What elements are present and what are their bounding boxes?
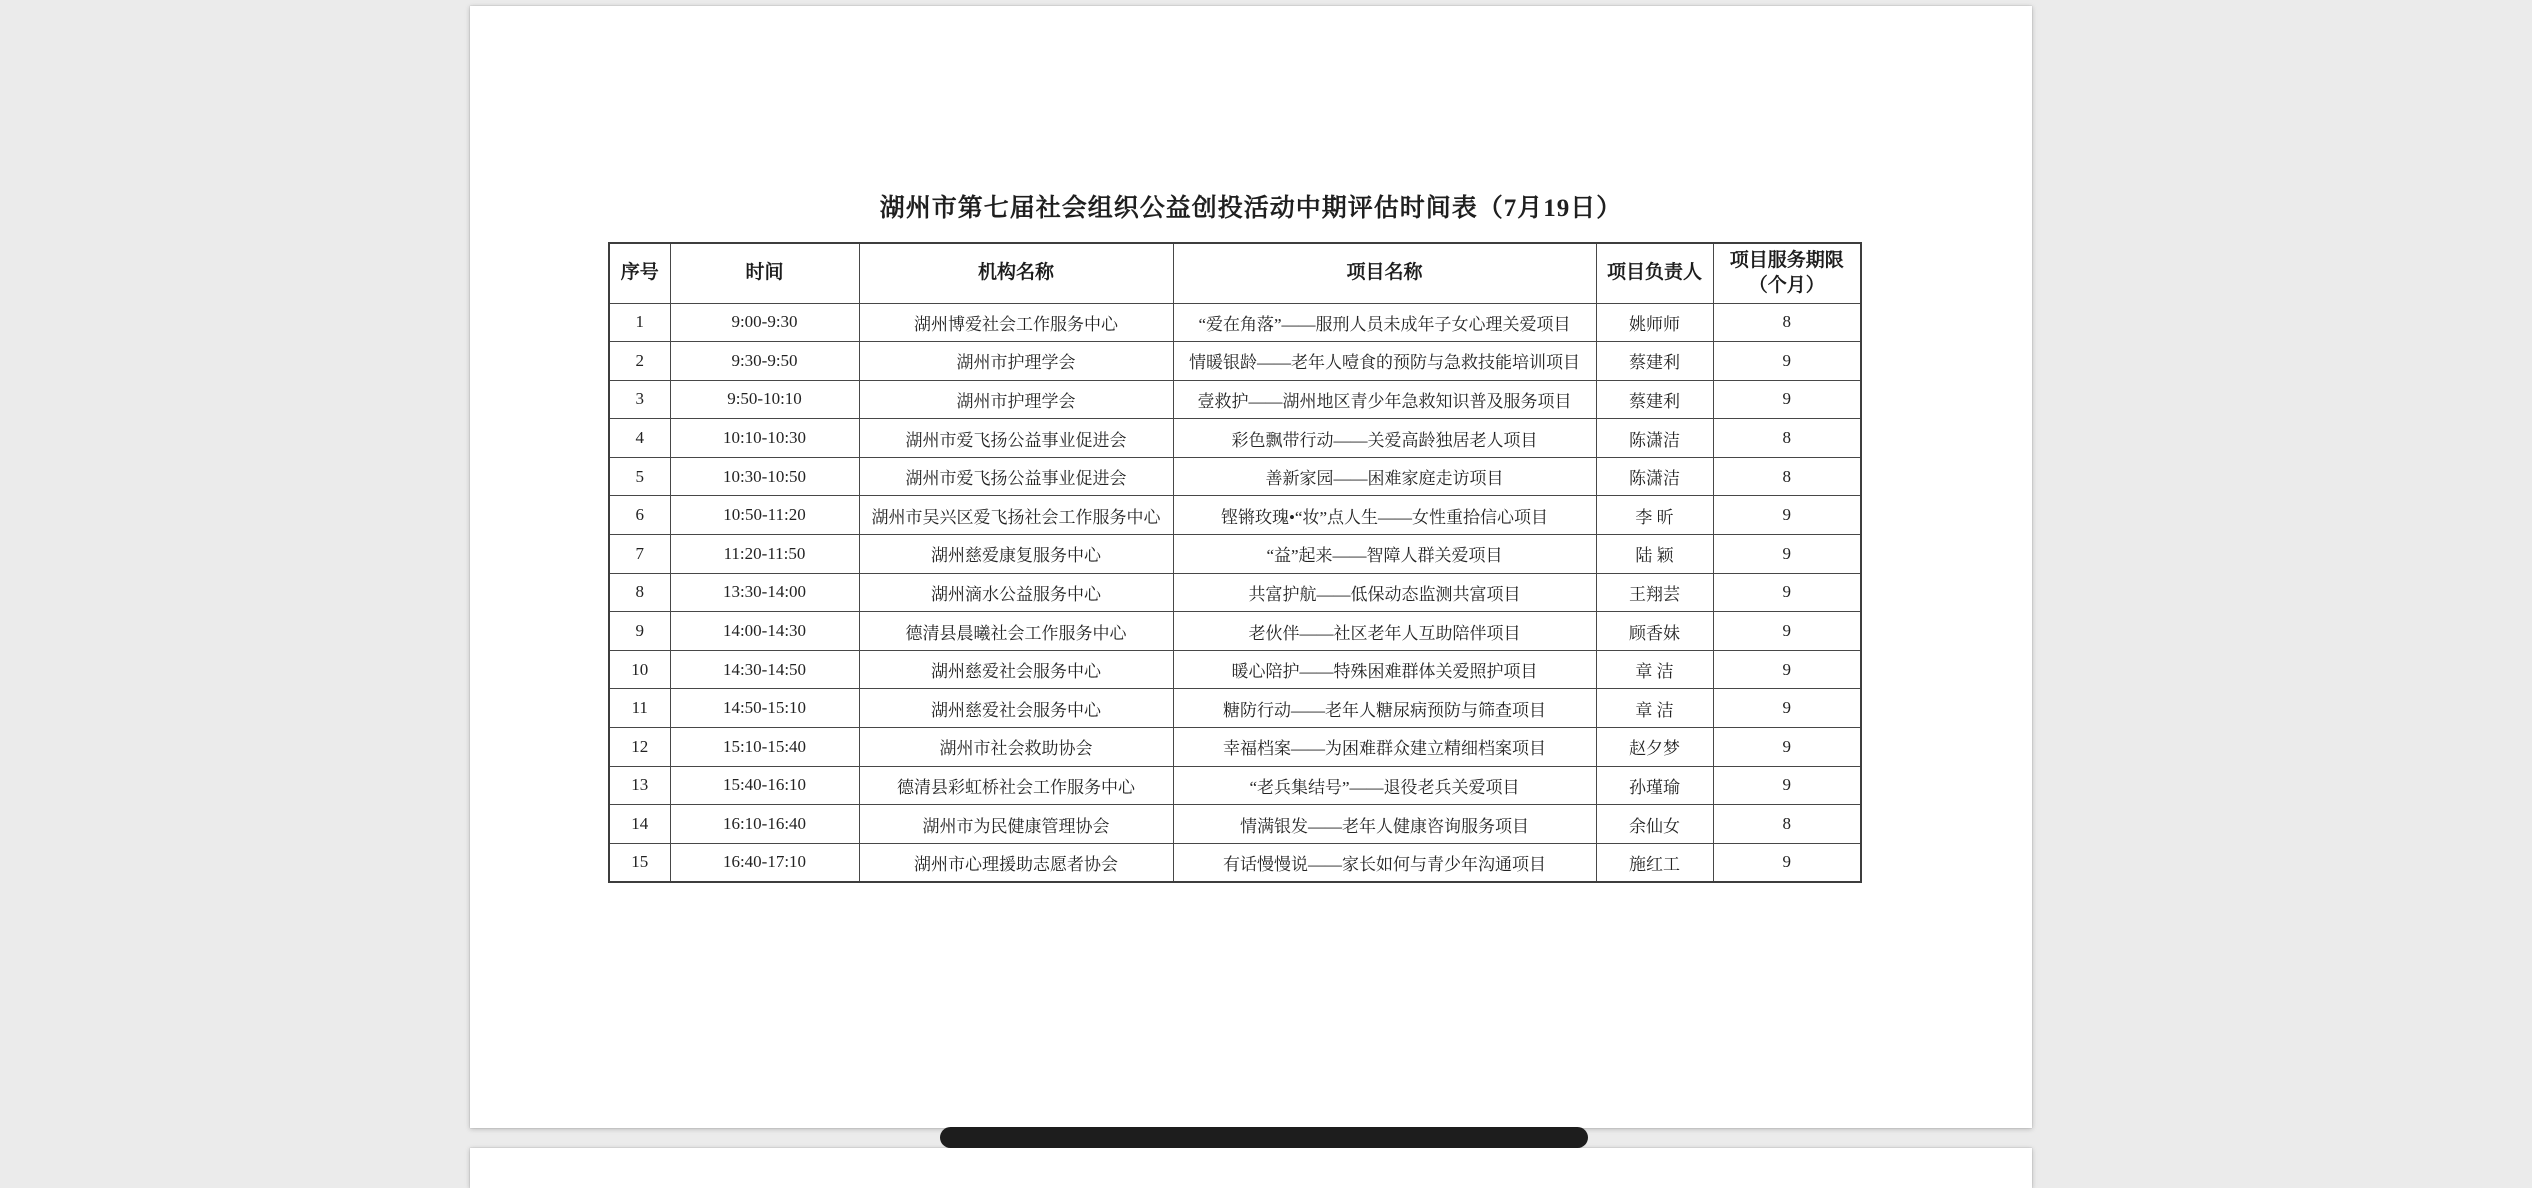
cell-no: 15 — [609, 843, 670, 882]
cell-months: 9 — [1713, 535, 1861, 574]
cell-time: 9:50-10:10 — [670, 380, 859, 419]
cell-no: 12 — [609, 728, 670, 767]
cell-org: 湖州慈爱社会服务中心 — [859, 650, 1173, 689]
cell-time: 14:00-14:30 — [670, 612, 859, 651]
cell-no: 3 — [609, 380, 670, 419]
cell-leader: 姚师师 — [1596, 303, 1713, 342]
cell-org: 湖州市心理援助志愿者协会 — [859, 843, 1173, 882]
cell-no: 14 — [609, 805, 670, 844]
table-row — [609, 573, 1861, 612]
cell-time: 15:10-15:40 — [670, 728, 859, 767]
cell-months: 9 — [1713, 650, 1861, 689]
cell-org: 湖州慈爱社会服务中心 — [859, 689, 1173, 728]
cell-months: 9 — [1713, 496, 1861, 535]
cell-leader: 李 昕 — [1596, 496, 1713, 535]
cell-time: 14:50-15:10 — [670, 689, 859, 728]
cell-months: 9 — [1713, 689, 1861, 728]
cell-leader: 孙瑾瑜 — [1596, 766, 1713, 805]
cell-months: 8 — [1713, 457, 1861, 496]
cell-no: 1 — [609, 303, 670, 342]
table-row — [609, 303, 1861, 342]
cell-org: 湖州博爱社会工作服务中心 — [859, 303, 1173, 342]
header-leader: 项目负责人 — [1596, 243, 1713, 303]
cell-leader: 陆 颖 — [1596, 535, 1713, 574]
table-row — [609, 380, 1861, 419]
cell-time: 9:30-9:50 — [670, 342, 859, 381]
cell-project: 壹救护——湖州地区青少年急救知识普及服务项目 — [1173, 380, 1596, 419]
header-months-line1: 项目服务期限 — [1714, 248, 1861, 274]
cell-project: 幸福档案——为困难群众建立精细档案项目 — [1173, 728, 1596, 767]
table-row — [609, 496, 1861, 535]
cell-org: 湖州市爱飞扬公益事业促进会 — [859, 419, 1173, 458]
table-row — [609, 612, 1861, 651]
cell-org: 湖州市爱飞扬公益事业促进会 — [859, 457, 1173, 496]
table-row — [609, 766, 1861, 805]
cell-leader: 陈潇洁 — [1596, 457, 1713, 496]
table-row — [609, 535, 1861, 574]
cell-leader: 赵夕梦 — [1596, 728, 1713, 767]
cell-org: 湖州市护理学会 — [859, 342, 1173, 381]
table-header-row — [609, 243, 1861, 303]
cell-project: 共富护航——低保动态监测共富项目 — [1173, 573, 1596, 612]
cell-time: 10:30-10:50 — [670, 457, 859, 496]
cell-no: 5 — [609, 457, 670, 496]
header-months-line2: （个月） — [1714, 273, 1861, 299]
cell-project: 糖防行动——老年人糖尿病预防与筛查项目 — [1173, 689, 1596, 728]
cell-project: 彩色飘带行动——关爱高龄独居老人项目 — [1173, 419, 1596, 458]
cell-project: 暖心陪护——特殊困难群体关爱照护项目 — [1173, 650, 1596, 689]
cell-no: 10 — [609, 650, 670, 689]
cell-org: 湖州滴水公益服务中心 — [859, 573, 1173, 612]
cell-time: 14:30-14:50 — [670, 650, 859, 689]
header-time: 时间 — [670, 243, 859, 303]
cell-leader: 章 洁 — [1596, 650, 1713, 689]
table-row — [609, 805, 1861, 844]
cell-org: 湖州市社会救助协会 — [859, 728, 1173, 767]
cell-project: “老兵集结号”——退役老兵关爱项目 — [1173, 766, 1596, 805]
table-row — [609, 457, 1861, 496]
cell-months: 9 — [1713, 766, 1861, 805]
cell-org: 湖州市吴兴区爱飞扬社会工作服务中心 — [859, 496, 1173, 535]
cell-months: 9 — [1713, 380, 1861, 419]
cell-no: 13 — [609, 766, 670, 805]
table-row — [609, 843, 1861, 882]
cell-time: 13:30-14:00 — [670, 573, 859, 612]
cell-project: 善新家园——困难家庭走访项目 — [1173, 457, 1596, 496]
cell-time: 9:00-9:30 — [670, 303, 859, 342]
cell-leader: 陈潇洁 — [1596, 419, 1713, 458]
table-row — [609, 689, 1861, 728]
cell-project: 有话慢慢说——家长如何与青少年沟通项目 — [1173, 843, 1596, 882]
cell-no: 4 — [609, 419, 670, 458]
cell-org: 湖州慈爱康复服务中心 — [859, 535, 1173, 574]
cell-months: 9 — [1713, 573, 1861, 612]
cell-project: 老伙伴——社区老年人互助陪伴项目 — [1173, 612, 1596, 651]
cell-months: 8 — [1713, 303, 1861, 342]
cell-time: 10:10-10:30 — [670, 419, 859, 458]
cell-time: 10:50-11:20 — [670, 496, 859, 535]
cell-project: 情满银发——老年人健康咨询服务项目 — [1173, 805, 1596, 844]
cell-leader: 顾香妹 — [1596, 612, 1713, 651]
cell-no: 2 — [609, 342, 670, 381]
table-row — [609, 342, 1861, 381]
cell-org: 德清县晨曦社会工作服务中心 — [859, 612, 1173, 651]
cell-time: 11:20-11:50 — [670, 535, 859, 574]
cell-no: 9 — [609, 612, 670, 651]
cell-leader: 蔡建利 — [1596, 380, 1713, 419]
cell-project: 情暖银龄——老年人噎食的预防与急救技能培训项目 — [1173, 342, 1596, 381]
cell-no: 11 — [609, 689, 670, 728]
cell-leader: 章 洁 — [1596, 689, 1713, 728]
header-no: 序号 — [609, 243, 670, 303]
cell-project: “爱在角落”——服刑人员未成年子女心理关爱项目 — [1173, 303, 1596, 342]
cell-months: 9 — [1713, 612, 1861, 651]
table-row — [609, 650, 1861, 689]
cell-months: 8 — [1713, 419, 1861, 458]
table-body — [609, 303, 1861, 882]
document-page-2 — [470, 1148, 2032, 1188]
header-months — [1713, 243, 1861, 303]
cell-leader: 蔡建利 — [1596, 342, 1713, 381]
header-project: 项目名称 — [1173, 243, 1596, 303]
cell-months: 8 — [1713, 805, 1861, 844]
cell-org: 湖州市护理学会 — [859, 380, 1173, 419]
cell-project: “益”起来——智障人群关爱项目 — [1173, 535, 1596, 574]
cell-time: 16:10-16:40 — [670, 805, 859, 844]
document-page-1 — [470, 6, 2032, 1128]
cell-project: 铿锵玫瑰•“妆”点人生——女性重拾信心项目 — [1173, 496, 1596, 535]
cell-leader: 余仙女 — [1596, 805, 1713, 844]
table-row — [609, 728, 1861, 767]
cell-time: 15:40-16:10 — [670, 766, 859, 805]
table-row — [609, 419, 1861, 458]
home-indicator-bar[interactable] — [940, 1127, 1588, 1148]
header-org: 机构名称 — [859, 243, 1173, 303]
schedule-table — [608, 242, 1862, 883]
cell-no: 8 — [609, 573, 670, 612]
cell-time: 16:40-17:10 — [670, 843, 859, 882]
cell-months: 9 — [1713, 843, 1861, 882]
document-title: 湖州市第七届社会组织公益创投活动中期评估时间表（7月19日） — [470, 188, 2032, 224]
cell-no: 7 — [609, 535, 670, 574]
cell-org: 湖州市为民健康管理协会 — [859, 805, 1173, 844]
cell-months: 9 — [1713, 342, 1861, 381]
cell-no: 6 — [609, 496, 670, 535]
cell-leader: 王翔芸 — [1596, 573, 1713, 612]
cell-months: 9 — [1713, 728, 1861, 767]
cell-org: 德清县彩虹桥社会工作服务中心 — [859, 766, 1173, 805]
cell-leader: 施红工 — [1596, 843, 1713, 882]
